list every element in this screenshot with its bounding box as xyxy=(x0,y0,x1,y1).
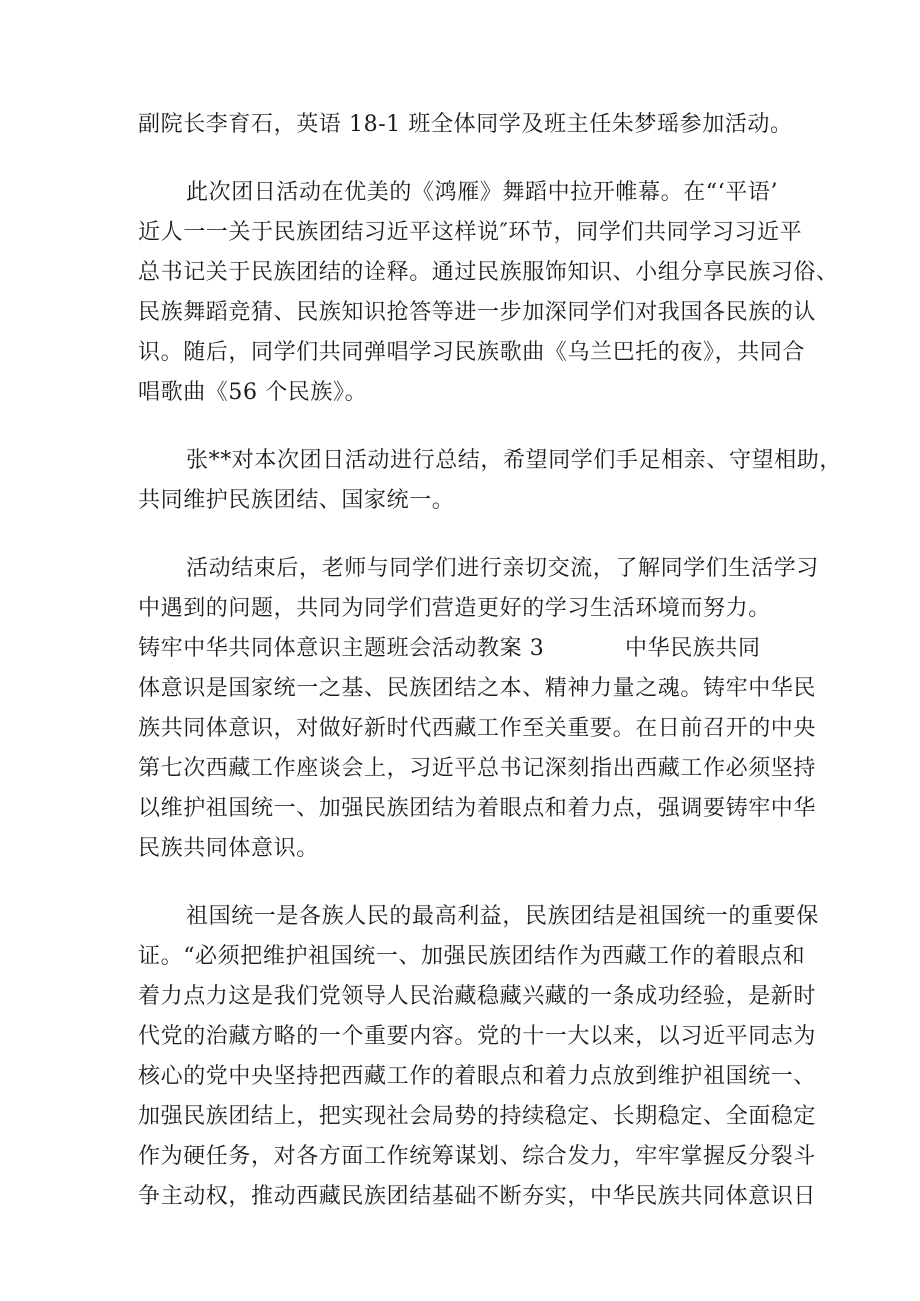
paragraph-5-line-5: 民族共同体意识。 xyxy=(138,836,319,861)
paragraph-6-line-7: 作为硬任务，对各方面工作统筹谋划、综合发力，牢牢掌握反分裂斗 xyxy=(138,1144,817,1169)
paragraph-2-line-2: 近人一一关于民族团结习近平这样说″环节，同学们共同学习习近平 xyxy=(138,220,803,245)
paragraph-6-line-5: 核心的党中央坚持把西藏工作的着眼点和着力点放到维护祖国统一、 xyxy=(138,1064,817,1089)
paragraph-3-line-1: 张**对本次团日活动进行总结，希望同学们手足相亲、守望相助， xyxy=(186,448,843,473)
paragraph-3-line-2: 共同维护民族团结、国家统一。 xyxy=(138,488,455,513)
section-heading-line xyxy=(138,634,544,664)
paragraph-5-line-1: 体意识是国家统一之基、民族团结之本、精神力量之魂。铸牢中华民 xyxy=(138,676,817,701)
section-heading-continuation: 中华民族共同 xyxy=(625,636,761,661)
paragraph-5-line-2: 族共同体意识，对做好新时代西藏工作至关重要。在日前召开的中央 xyxy=(138,716,817,741)
paragraph-2-line-4: 民族舞蹈竞猜、民族知识抢答等进一步加深同学们对我国各民族的认 xyxy=(138,300,817,325)
paragraph-6-line-6: 加强民族团结上，把实现社会局势的持续稳定、长期稳定、全面稳定 xyxy=(138,1104,817,1129)
paragraph-4-line-1: 活动结束后，老师与同学们进行亲切交流，了解同学们生活学习 xyxy=(186,556,819,581)
paragraph-2-line-5: 识。随后，同学们共同弹唱学习民族歌曲《乌兰巴托的夜》，共同合 xyxy=(138,340,806,365)
paragraph-1-line-1: 副院长李育石，英语 18-1 班全体同学及班主任朱梦瑶参加活动。 xyxy=(138,112,793,137)
paragraph-5-line-4: 以维护祖国统一、加强民族团结为着眼点和着力点，强调要铸牢中华 xyxy=(138,796,817,821)
paragraph-6-line-8: 争主动权，推动西藏民族团结基础不断夯实，中华民族共同体意识日 xyxy=(138,1184,817,1209)
section-heading-title: 铸牢中华共同体意识主题班会活动教案 3 xyxy=(138,636,545,661)
paragraph-6-line-1: 祖国统一是各族人民的最高利益，民族团结是祖国统一的重要保 xyxy=(186,904,819,929)
paragraph-6-line-4: 代党的治藏方略的一个重要内容。党的十一大以来，以习近平同志为 xyxy=(138,1024,817,1049)
paragraph-6-line-2: 证。“必须把维护祖国统一、加强民族团结作为西藏工作的着眼点和 xyxy=(138,944,806,969)
paragraph-2-line-1: 此次团日活动在优美的《鸿雁》舞蹈中拉开帷幕。在“‘平语’ xyxy=(186,180,779,205)
paragraph-6-line-3: 着力点力这是我们党领导人民治藏稳藏兴藏的一条成功经验，是新时 xyxy=(138,984,817,1009)
paragraph-2-line-3: 总书记关于民族团结的诠释。通过民族服饰知识、小组分享民族习俗、 xyxy=(138,260,839,285)
paragraph-2-line-6: 唱歌曲《56 个民族》。 xyxy=(138,380,368,405)
paragraph-4-line-2: 中遇到的问题，共同为同学们营造更好的学习生活环境而努力。 xyxy=(138,596,771,621)
paragraph-5-line-3: 第七次西藏工作座谈会上，习近平总书记深刻指出西藏工作必须坚持 xyxy=(138,756,817,781)
